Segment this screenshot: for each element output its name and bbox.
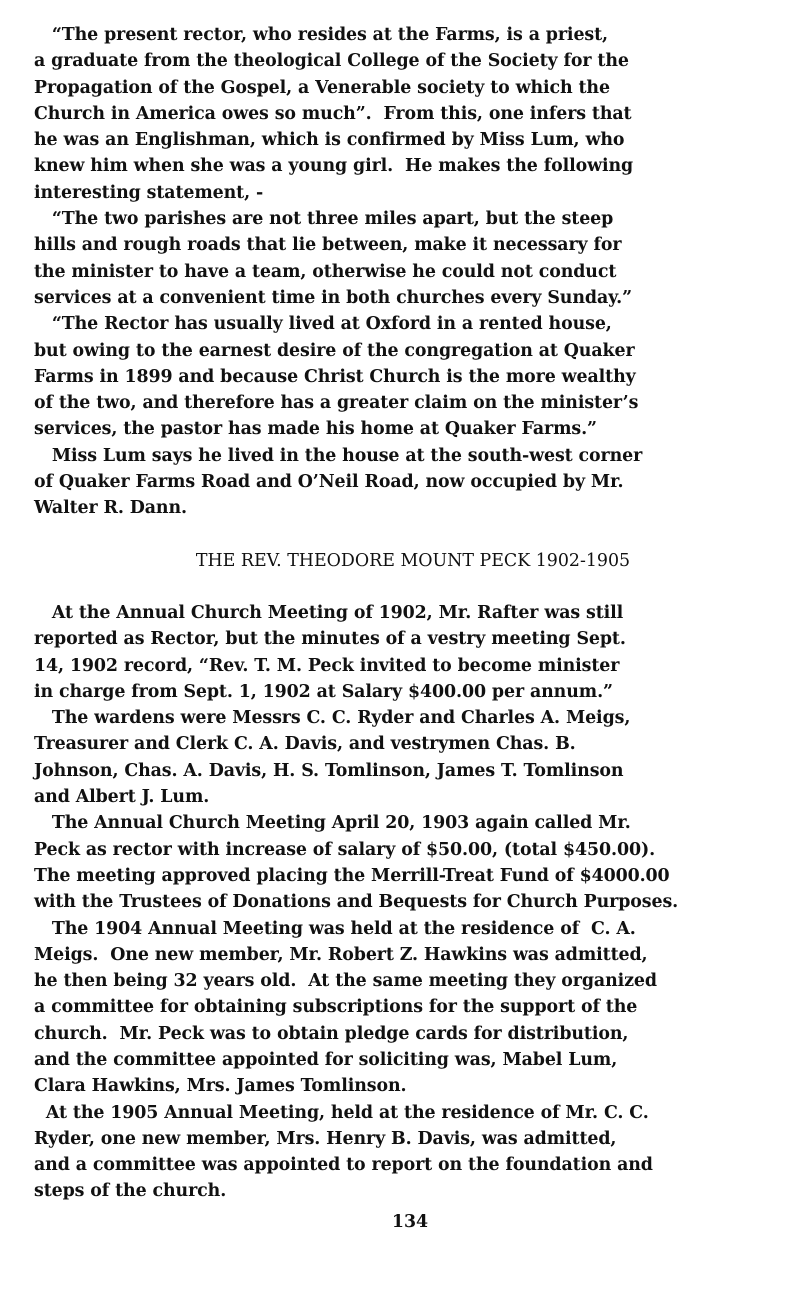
paragraph-1904-meeting: The 1904 Annual Meeting was held at the residence of C. A. Meigs. One new member, Mr. Robert Z. Hawkins was admitted, he then being 32 years old. At the same meeting they organized a committee for obtaining subscriptions for the support of the church. Mr. Peck was to obtain pledge cards for distribution, and the committee appointed for soliciting was, Mabel Lum, Clara Hawkins, Mrs. James Tomlinson. [34,918,657,1097]
paragraph-1903-meeting: The Annual Church Meeting April 20, 1903 again called Mr. Peck as rector with increase of salary of $50.00, (total $450.00). The meeting approved placing the Merrill-Treat Fund of $4000.00 with the Trustees of Donations and Bequests for Church Purposes. [34,813,679,913]
paragraph-rector-quote: “The present rector, who resides at the Farms, is a priest, a graduate from the theological College of the Society for the Propagation of the Gospel, a Venerable society to which the Church in America owes so much”. From this, one infers that he was an Englishman, which is confirmed by Miss Lum, who knew him when she was a young girl. He makes the following interesting statement, - [34,25,634,203]
page-number: 134 [391,1211,429,1232]
section-heading: THE REV. THEODORE MOUNT PECK 1902-1905 [195,550,631,571]
paragraph-1905-meeting: At the 1905 Annual Meeting, held at the residence of Mr. C. C. Ryder, one new member, Mrs. Henry B. Davis, was admitted, and a committee was appointed to report on the foundation and steps of the church. [34,1102,653,1202]
paragraph-rector-residence: “The Rector has usually lived at Oxford in a rented house, but owing to the earnest desire of the congregation at Quaker Farms in 1899 and because Christ Church is the more wealthy of the two, and therefore has a greater claim on the minister’s services, the pastor has made his home at Quaker Farms.” [34,314,639,440]
paragraph-wardens: The wardens were Messrs C. C. Ryder and Charles A. Meigs, Treasurer and Clerk C. A. Davis, and vestrymen Chas. B. Johnson, Chas. A. Davis, H. S. Tomlinson, James T. Tomlinson and Albert J. Lum. [34,708,631,808]
paragraph-parishes-quote: “The two parishes are not three miles apart, but the steep hills and rough roads that lie between, make it necessary for the minister to have a team, otherwise he could not conduct services at a convenient time in both churches every Sunday.” [34,209,632,308]
section-spacer [34,522,774,548]
paragraph-1902-meeting: At the Annual Church Meeting of 1902, Mr. Rafter was still reported as Rector, but the minutes of a vestry meeting Sept. 14, 1902 record, “Rev. T. M. Peck invited to become minister in charge from Sept. 1, 1902 at Salary $400.00 per annum.” [34,602,626,702]
document-page [34,22,774,1282]
section-spacer [34,574,774,600]
paragraph-house-location: Miss Lum says he lived in the house at the south-west corner of Quaker Farms Road and O’Neil Road, now occupied by Mr. Walter R. Dann. [34,445,643,519]
